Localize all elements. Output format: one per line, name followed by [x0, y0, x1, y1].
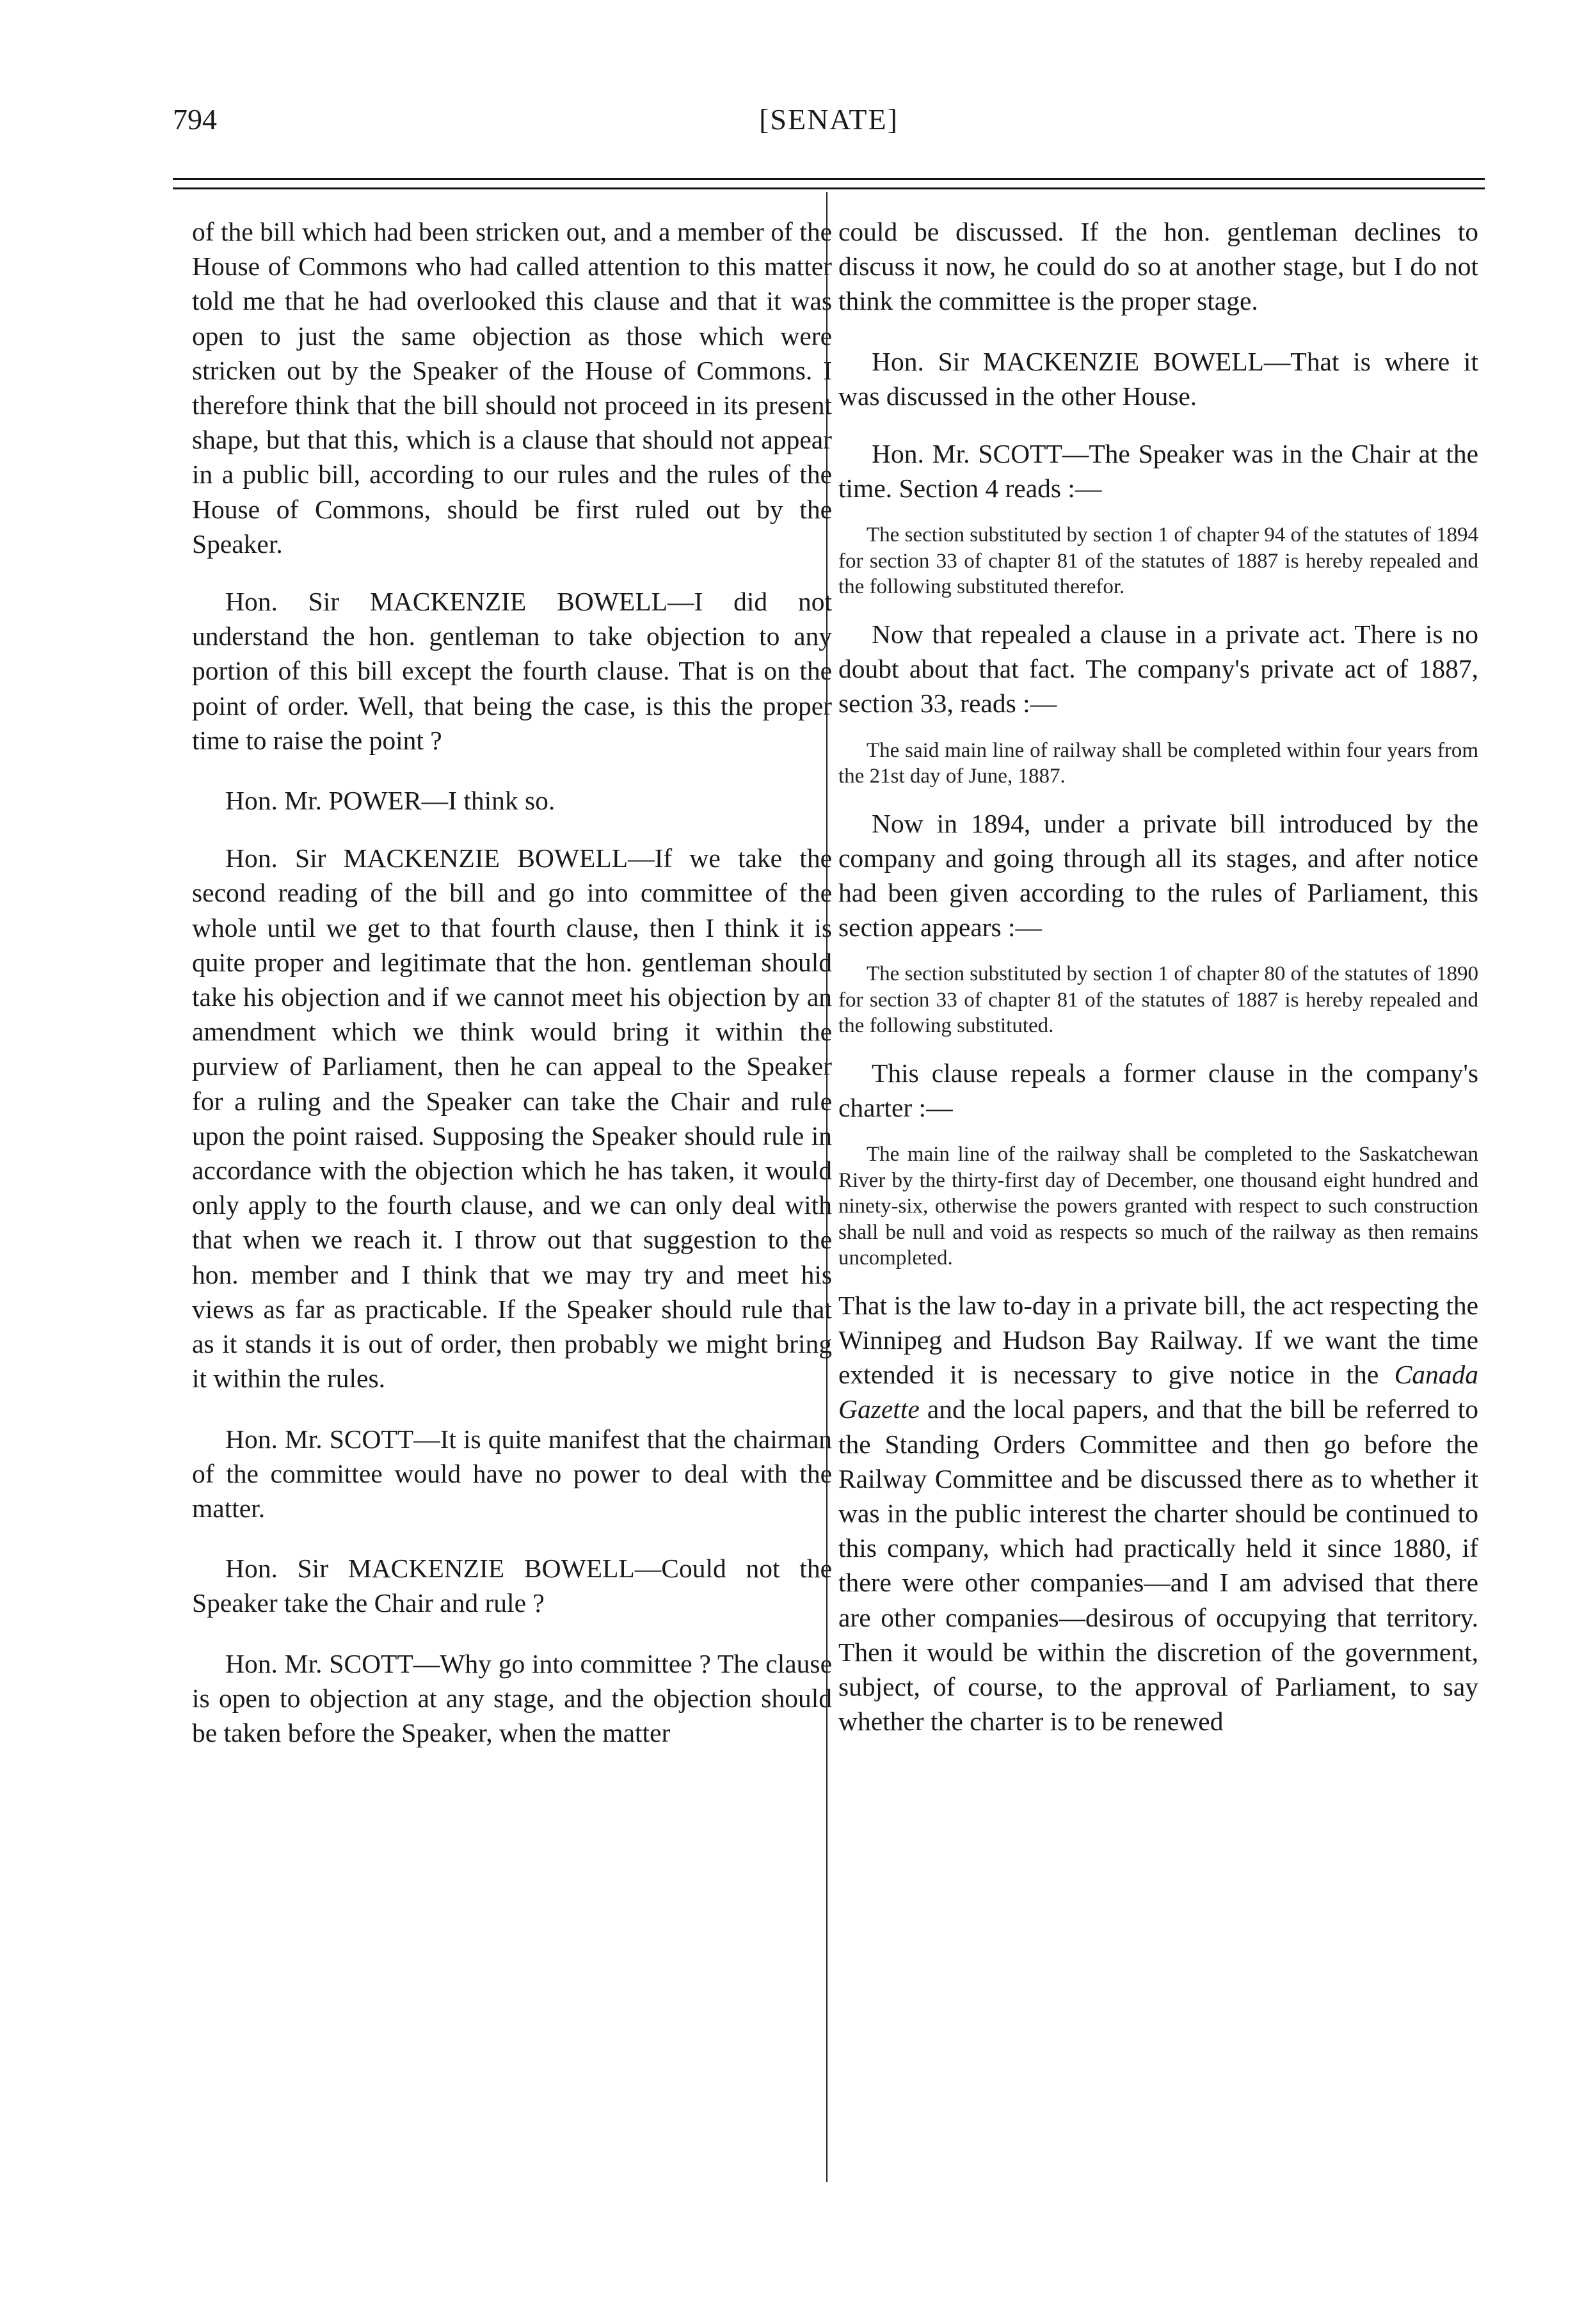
- page-header: [173, 102, 1485, 154]
- running-head: [SENATE]: [759, 103, 899, 136]
- paragraph-text: and the local papers, and that the bill be referred to the Standing Orders Committee and then go before the Railway Committee and be discussed there as to whether it was in the public interest the charter should be continued to this company, which had practically held it since 1880, if there were other companies—and I am advised that there are other companies—desirous of occupying that territory. Then it would be within the discretion of the government, subject, of course, to the approval of Parliament, to say whether the charter is to be renewed: [838, 1394, 1478, 1737]
- paragraph: Hon. Mr. SCOTT—Why go into committee ? The clause is open to objection at any stage, and the objection should be taken before the Speaker, when the matter: [192, 1648, 832, 1747]
- paragraph-text: That is the law to-day in a private bill, the act respecting the Winnipeg and Hudson Bay Railway. If we want the time extended it is necessary to give notice in the: [838, 1290, 1478, 1390]
- page-number: 794: [173, 103, 217, 136]
- paragraph: Hon. Sir MACKENZIE BOWELL—I did not understand the hon. gentleman to take objection to any portion of this bill except the fourth clause. That is on the point of order. Well, that being the case, is this the proper time to raise the point ?: [192, 587, 832, 755]
- paragraph: Hon. Sir MACKENZIE BOWELL—Could not the Speaker take the Chair and rule ?: [192, 1554, 832, 1618]
- header-rule: [173, 178, 1485, 189]
- right-column: [838, 214, 1478, 1739]
- block-quote: The section substituted by section 1 of chapter 80 of the statutes of 1890 for section 33 of chapter 81 of the statutes of 1887 is hereby repealed and the following substituted.: [838, 962, 1478, 1038]
- paragraph: Now that repealed a clause in a private act. There is no doubt about that fact. The company's private act of 1887, section 33, reads :—: [838, 619, 1478, 719]
- paragraph: Hon. Sir MACKENZIE BOWELL—If we take the second reading of the bill and go into committee of the whole until we get to that fourth clause, then I think it is quite proper and legitimate that the hon. gentleman should take his objection and if we cannot meet his objection by an amendment which we think would bring it within the purview of Parliament, then he can appeal to the Speaker for a ruling and the Speaker can take the Chair and rule upon the point raised. Supposing the Speaker should rule in accordance with the objection which he has taken, it would only apply to the fourth clause, and we can only deal with that when we reach it. I throw out that suggestion to the hon. member and I think that we may try and meet his views as far as practicable. If the Speaker should rule that as it stands it is out of order, then probably we might bring it within the rules.: [192, 843, 832, 1394]
- left-column: [192, 214, 832, 1750]
- paragraph: of the bill which had been stricken out, and a member of the House of Commons who had called attention to this matter told me that he had overlooked this clause and that it was open to just the same objection as those which were stricken out by the Speaker of the House of Commons. I therefore think that the bill should not proceed in its present shape, but that this, which is a clause that should not appear in a public bill, according to our rules and the rules of the House of Commons, should be first ruled out by the Speaker.: [192, 217, 832, 559]
- paragraph: Hon. Mr. POWER—I think so.: [225, 786, 556, 816]
- paragraph: This clause repeals a former clause in the company's charter :—: [838, 1058, 1478, 1123]
- paragraph: Hon. Mr. SCOTT—The Speaker was in the Chair at the time. Section 4 reads :—: [838, 439, 1478, 504]
- paragraph: Now in 1894, under a private bill introduced by the company and going through all its stages, and after notice had been given according to the rules of Parliament, this section appears :—: [838, 808, 1478, 943]
- paragraph: [838, 1288, 1478, 1739]
- publication-title: Canada Gazette: [838, 1360, 1479, 1424]
- block-quote: The main line of the railway shall be completed to the Saskatchewan River by the thirty-first day of December, one thousand eight hundred and ninety-six, otherwise the powers granted with respect to such construction shall be null and void as respects so much of the railway as then remains uncompleted.: [838, 1143, 1478, 1270]
- paragraph: could be discussed. If the hon. gentleman declines to discuss it now, he could do so at another stage, but I do not think the committee is the proper stage.: [838, 217, 1478, 316]
- block-quote: The said main line of railway shall be completed within four years from the 21st day of June, 1887.: [838, 738, 1478, 788]
- paragraph: Hon. Sir MACKENZIE BOWELL—That is where it was discussed in the other House.: [838, 346, 1478, 411]
- block-quote: The section substituted by section 1 of chapter 94 of the statutes of 1894 for section 33 of chapter 81 of the statutes of 1887 is hereby repealed and the following substituted therefor.: [838, 523, 1478, 599]
- paragraph: Hon. Mr. SCOTT—It is quite manifest that the chairman of the committee would have no power to deal with the matter.: [192, 1424, 832, 1523]
